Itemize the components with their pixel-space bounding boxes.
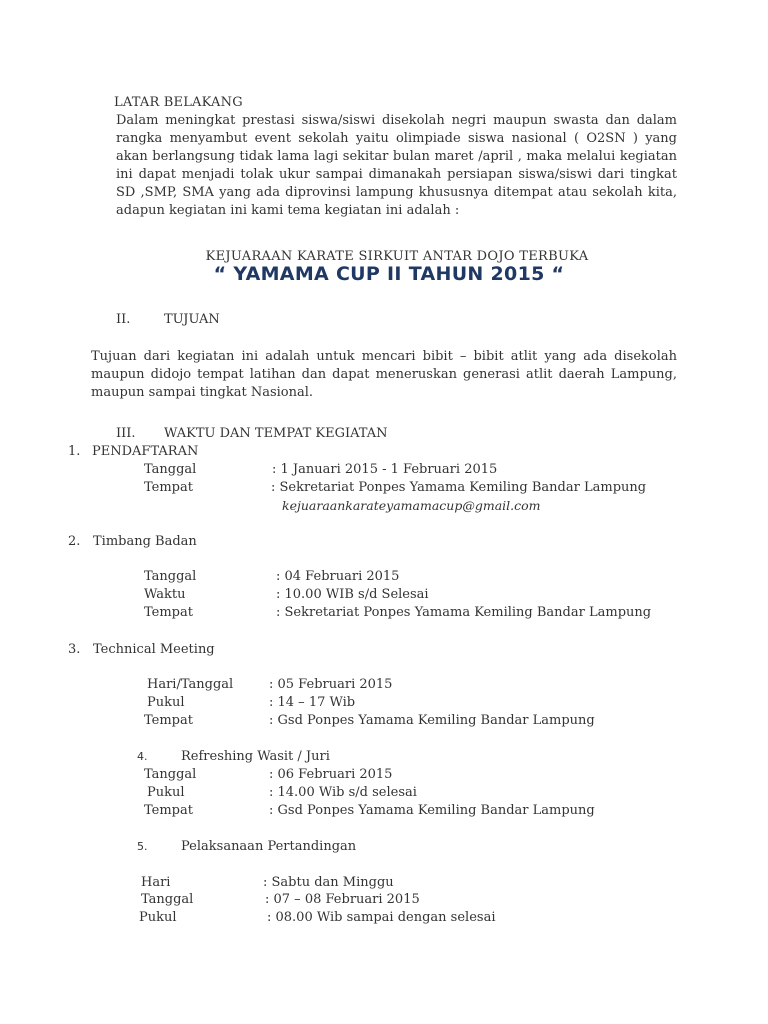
item-3-title: Technical Meeting — [93, 642, 215, 657]
row-value: : 04 Februari 2015 — [276, 569, 400, 584]
event-title: “ YAMAMA CUP II TAHUN 2015 “ — [213, 263, 565, 285]
row-value: : Gsd Ponpes Yamama Kemiling Bandar Lampung — [269, 803, 595, 818]
row-label: Pukul — [147, 785, 185, 800]
row-value: : 08.00 Wib sampai dengan selesai — [267, 910, 496, 925]
tujuan-number: II. — [116, 312, 131, 327]
row-value: : Sabtu dan Minggu — [263, 875, 394, 890]
item-2-number: 2. — [68, 534, 81, 549]
row-label: Tanggal — [144, 569, 197, 584]
row-label: Pukul — [139, 910, 177, 925]
row-label: Tempat — [144, 605, 193, 620]
row-label: Tanggal — [141, 892, 194, 907]
tujuan-heading: TUJUAN — [164, 312, 220, 327]
row-value: : 1 Januari 2015 - 1 Februari 2015 — [272, 462, 498, 477]
registration-email: kejuaraankarateyamamacup@gmail.com — [282, 498, 541, 513]
row-label: Tanggal — [144, 767, 197, 782]
tujuan-paragraph: Tujuan dari kegiatan ini adalah untuk mencari bibit – bibit atlit yang ada disekolah maupun didojo tempat latihan dan dapat meneruskan generasi atlit daerah Lampung, maupun sampai tingkat Nasional. — [91, 349, 677, 400]
event-subtitle: KEJUARAAN KARATE SIRKUIT ANTAR DOJO TERBUKA — [205, 249, 589, 264]
item-5-number: 5. — [137, 840, 148, 853]
row-value: : Sekretariat Ponpes Yamama Kemiling Bandar Lampung — [276, 605, 652, 620]
latar-belakang-paragraph: Dalam meningkat prestasi siswa/siswi disekolah negri maupun swasta dan dalam rangka menyambut event sekolah yaitu olimpiade siswa nasional ( O2SN ) yang akan berlangsung tidak lama lagi sekitar bulan maret /april , maka melalui kegiatan ini dapat menjadi tolak ukur sampai dimanakah persiapan siswa/siswi dari tingkat SD ,SMP, SMA yang ada diprovinsi lampung khususnya ditempat atau sekolah kita, adapun kegiatan ini kami tema kegiatan ini adalah : — [116, 113, 677, 218]
row-label: Tempat — [144, 713, 193, 728]
row-value: : Sekretariat Ponpes Yamama Kemiling Bandar Lampung — [271, 480, 647, 495]
item-4-number: 4. — [137, 750, 148, 763]
row-label: Tempat — [144, 803, 193, 818]
row-label: Pukul — [147, 695, 185, 710]
latar-belakang-heading: LATAR BELAKANG — [114, 95, 243, 110]
row-value: : 05 Februari 2015 — [269, 677, 393, 692]
item-4-title: Refreshing Wasit / Juri — [181, 749, 330, 764]
row-value: : 07 – 08 Februari 2015 — [265, 892, 420, 907]
row-value: : 14.00 Wib s/d selesai — [269, 785, 417, 800]
row-label: Hari/Tanggal — [147, 677, 234, 692]
row-value: : 10.00 WIB s/d Selesai — [276, 587, 429, 602]
item-1-number: 1. — [68, 444, 81, 459]
row-label: Tanggal — [144, 462, 197, 477]
row-value: : Gsd Ponpes Yamama Kemiling Bandar Lampung — [269, 713, 595, 728]
row-value: : 06 Februari 2015 — [269, 767, 393, 782]
row-label: Tempat — [144, 480, 193, 495]
waktu-heading: WAKTU DAN TEMPAT KEGIATAN — [164, 426, 388, 441]
item-5-title: Pelaksanaan Pertandingan — [181, 839, 357, 854]
row-value: : 14 – 17 Wib — [269, 695, 356, 710]
row-label: Waktu — [144, 587, 186, 602]
item-3-number: 3. — [68, 642, 81, 657]
row-label: Hari — [141, 875, 171, 890]
item-1-title: PENDAFTARAN — [92, 444, 199, 459]
item-2-title: Timbang Badan — [93, 534, 197, 549]
waktu-number: III. — [116, 426, 136, 441]
